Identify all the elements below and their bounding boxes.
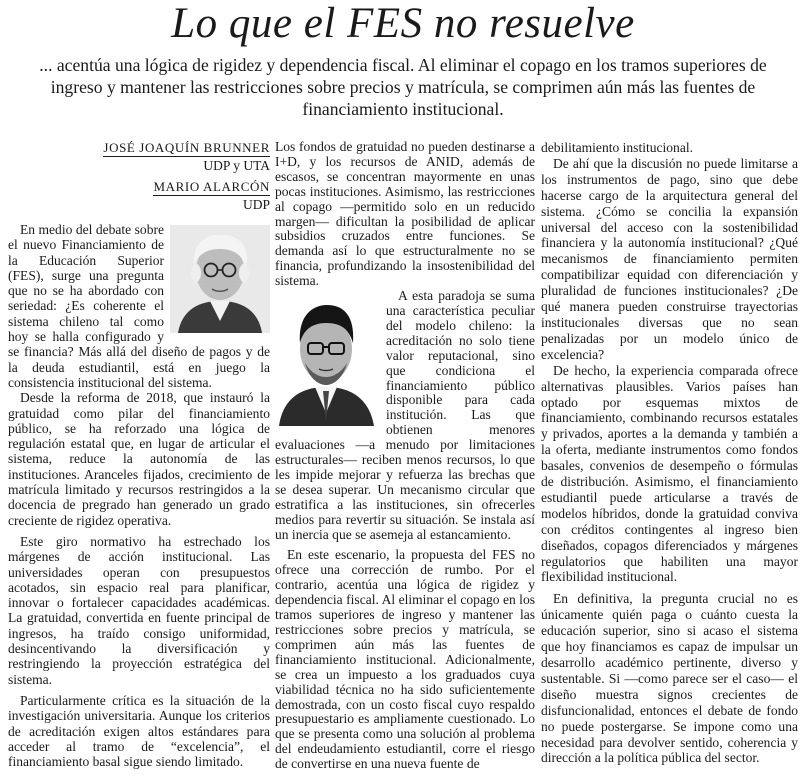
author-name-1: JOSÉ JOAQUÍN BRUNNER (103, 140, 270, 155)
paragraph: De ahí que la discusión no puede limitarse a los instrumentos de pago, sino que debe hacerse cargo de la arquitectura general del sistema. ¿Cómo se concilia la expansión universal del acceso con la sostenibilidad financiera y la autonomía institucional? ¿Qué mecanismos de financiamiento permiten compatibilizar equidad con diferenciación y pluralidad de funciones institucionales? ¿De qué manera pueden construirse trayectorias institucionales diversas que no sean penalizadas por un modelo único de excelencia? (541, 155, 798, 362)
article-column-3 (541, 140, 798, 766)
author-name-2: MARIO ALARCÓN (153, 179, 270, 194)
paragraph: En medio del debate sobre el nuevo Financiamiento de la Educación Superior (FES), surge una pregunta que no se ha abordado con seriedad: ¿Es coherente el sistema chileno tal como hoy se halla configurado y se financia? Más allá del diseño de pagos y de la deuda estudiantil, está en juego la consistencia institucional del sistema. (8, 222, 270, 390)
paragraph: Desde la reforma de 2018, que instauró la gratuidad como pilar del financiamiento público, se ha reforzado una lógica de regulación estatal que, en lugar de articular el sistema, reduce la autonomía de las instituciones. Aranceles fijados, crecimiento de matrícula limitado y recursos restringidos a la docencia de pregrado han generado un grado creciente de rigidez operativa. (8, 390, 270, 528)
paragraph: A esta paradoja se suma una característica peculiar del modelo chileno: la acreditación no solo tiene valor reputacional, sino que condiciona el financiamiento público disponible para cada institución. Las que obtienen menores evaluaciones —a menudo por limitaciones estructurales— reciben menos recursos, lo que les impide mejorar y refuerza las brechas que se desea superar. Un mecanismo circular que estratifica a las instituciones, sin ofrecerles medios para revertir su situación. Se instala así un inercia que se asemeja al estancamiento. (275, 288, 535, 542)
article-column-2 (275, 140, 535, 772)
article-headline: Lo que el FES no resuelve (171, 0, 635, 47)
paragraph: De hecho, la experiencia comparada ofrece alternativas plausibles. Varios países han optado por esquemas mixtos de financiamiento, combinando recursos estatales y privados, aportes a la demanda y también a la oferta, mediante instrumentos como fondos basales, convenios de desempeño o fórmulas de distribución. Asimismo, el financiamiento estudiantil puede articularse a través de modelos híbridos, donde la gratuidad conviva con créditos contingentes al ingreso bien diseñados, copagos diferenciados y márgenes regulatorios que habiliten una mayor flexibilidad institucional. (541, 362, 798, 585)
paragraph: debilitamiento institucional. (541, 140, 693, 155)
author-affiliation-1: UDP y UTA (203, 158, 270, 173)
article-column-1 (8, 140, 270, 769)
portrait-younger-man-glasses-icon (275, 291, 378, 426)
paragraph: Particularmente crítica es la situación de la investigación universitaria. Aunque los criterios de acreditación exigen altos estándares para acceder al tramo de “excelencia”, el financiamiento basal sigue siendo limitado. (8, 692, 270, 770)
paragraph: Los fondos de gratuidad no pueden destinarse a I+D, y los recursos de ANID, además de escasos, se concentran mayormente en unas pocas instituciones. Asimismo, las restricciones al copago —permitido solo en un reducido margen— dificultan la posibilidad de aplicar subsidios cruzados entre funciones. Se demanda así lo que estructuralmente no se financia, profundizando la insostenibilidad del sistema. (275, 139, 535, 289)
paragraph: Este giro normativo ha estrechado los márgenes de acción institucional. Las universidades operan con presupuestos acotados, sin espacio real para planificar, innovar o fortalecer capacidades académicas. La gratuidad, convertida en fuente principal de ingresos, ha traído consigo uniformidad, desincentivando la diversificación y restringiendo la proyección estratégica del sistema. (8, 533, 270, 687)
author-affiliation-2: UDP (242, 197, 270, 212)
paragraph: En este escenario, la propuesta del FES no ofrece una corrección de rumbo. Por el contrario, acentúa una lógica de rigidez y dependencia fiscal. Al eliminar el copago en los tramos superiores de ingreso y mantener las restricciones sobre precios y matrícula, se comprimen aún más las fuentes de financiamiento institucional. Adicionalmente, se crea un impuesto a los graduados cuya viabilidad técnica no ha sido suficientemente demostrada, con un costo fiscal cuyo respaldo presupuestario es ampliamente cuestionado. Lo que se presenta como una solución al problema del endeudamiento estudiantil, corre el riesgo de convertirse en una nueva fuente de (275, 547, 535, 772)
bylines (8, 140, 270, 214)
paragraph: En definitiva, la pregunta crucial no es únicamente quién paga o cuánto cuesta la educación superior, sino si acaso el sistema que hoy financiamos es capaz de impulsar un desarrollo académico pertinente, diverso y sustentable. Si —como parece ser el caso— el diseño muestra signos crecientes de disfuncionalidad, entonces el debate de fondo no puede postergarse. Se impone como una necesidad para devolver sentido, coherencia y dirección a la política pública del sector. (541, 591, 798, 766)
portrait-older-man-glasses-icon (170, 225, 270, 333)
article-deck: ... acentúa una lógica de rigidez y dependencia fiscal. Al eliminar el copago en los tramos superiores de ingreso y mantener las restricciones sobre precios y matrícula, se comprimen aún más las fuentes de financiamiento institucional. (39, 55, 767, 119)
